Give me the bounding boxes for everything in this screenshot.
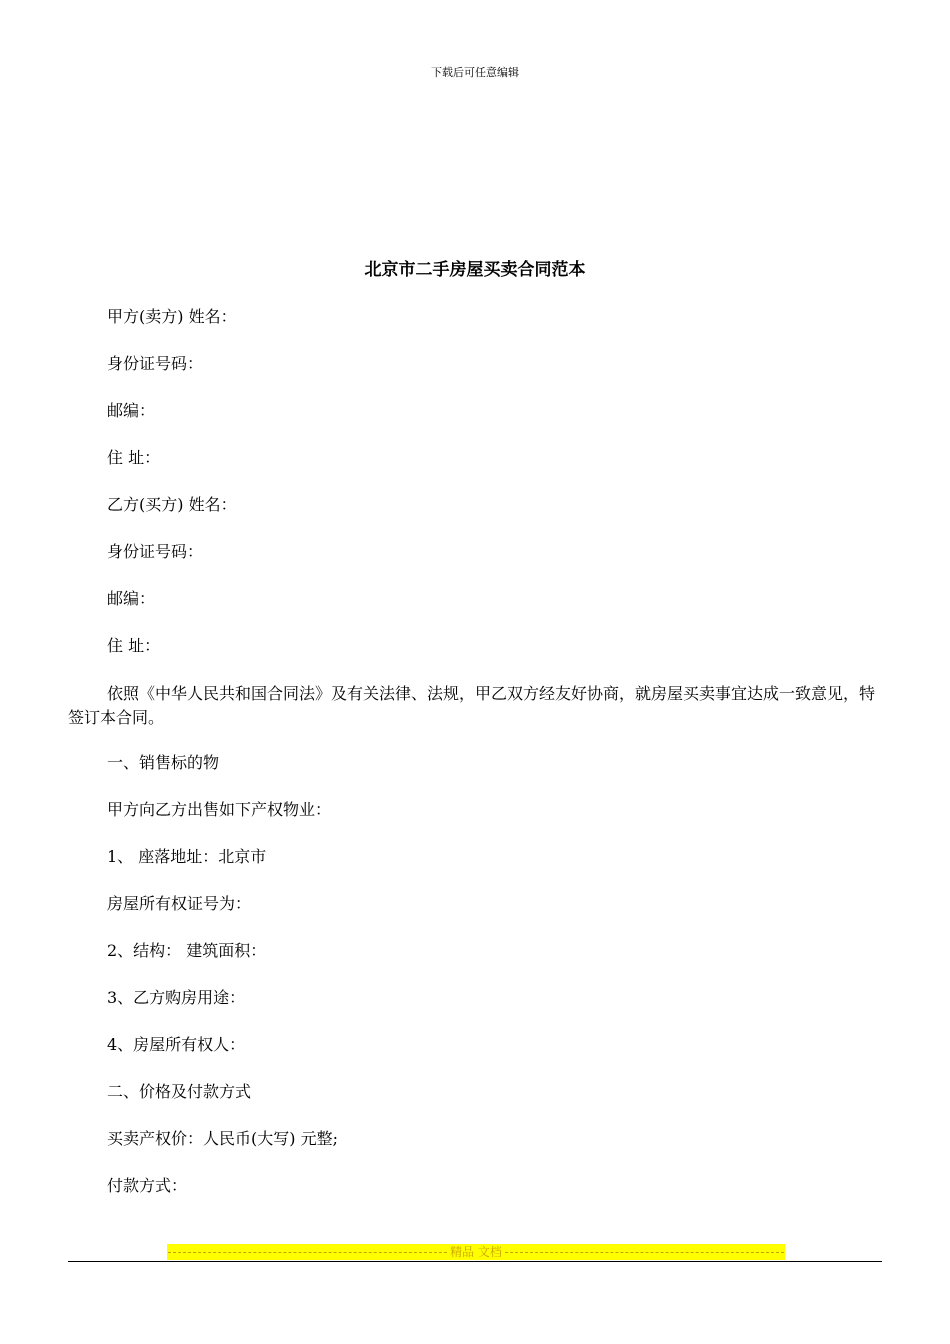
header-note: 下载后可任意编辑 <box>431 66 519 79</box>
payment-method-line: 付款方式： <box>107 1176 188 1195</box>
section-heading-price: 二、价格及付款方式 <box>107 1082 252 1101</box>
footer-watermark-band <box>167 1244 785 1260</box>
property-structure-line: 2、结构： 建筑面积： <box>107 941 267 960</box>
seller-postcode-line: 邮编： <box>107 401 156 420</box>
buyer-postcode-line: 邮编： <box>107 589 156 608</box>
buyer-id-line: 身份证号码： <box>107 542 204 561</box>
purchase-use-line: 3、乙方购房用途： <box>107 988 246 1007</box>
footer-rule <box>68 1261 882 1262</box>
seller-address-line: 住 址： <box>107 448 161 467</box>
price-line: 买卖产权价：人民币(大写) 元整; <box>107 1129 338 1148</box>
footer-dashes-right <box>505 1252 784 1253</box>
buyer-address-line: 住 址： <box>107 636 161 655</box>
property-certificate-line: 房屋所有权证号为： <box>107 894 252 913</box>
seller-name-line: 甲方(卖方) 姓名： <box>107 307 237 326</box>
footer-label: 精品 文档 <box>450 1245 502 1259</box>
property-intro-line: 甲方向乙方出售如下产权物业： <box>107 800 332 819</box>
property-owner-line: 4、房屋所有权人： <box>107 1035 246 1054</box>
document-title: 北京市二手房屋买卖合同范本 <box>364 260 586 280</box>
footer-dashes-left <box>168 1252 447 1253</box>
contract-body <box>68 306 882 1222</box>
property-address-line: 1、 座落地址：北京市 <box>107 847 267 866</box>
preamble-paragraph: 依照《中华人民共和国合同法》及有关法律、法规，甲乙双方经友好协商，就房屋买卖事宜达成一致意见，特签订本合同。 <box>68 684 876 727</box>
buyer-name-line: 乙方(买方) 姓名： <box>107 495 237 514</box>
section-heading-subject: 一、销售标的物 <box>107 753 220 772</box>
seller-id-line: 身份证号码： <box>107 354 204 373</box>
